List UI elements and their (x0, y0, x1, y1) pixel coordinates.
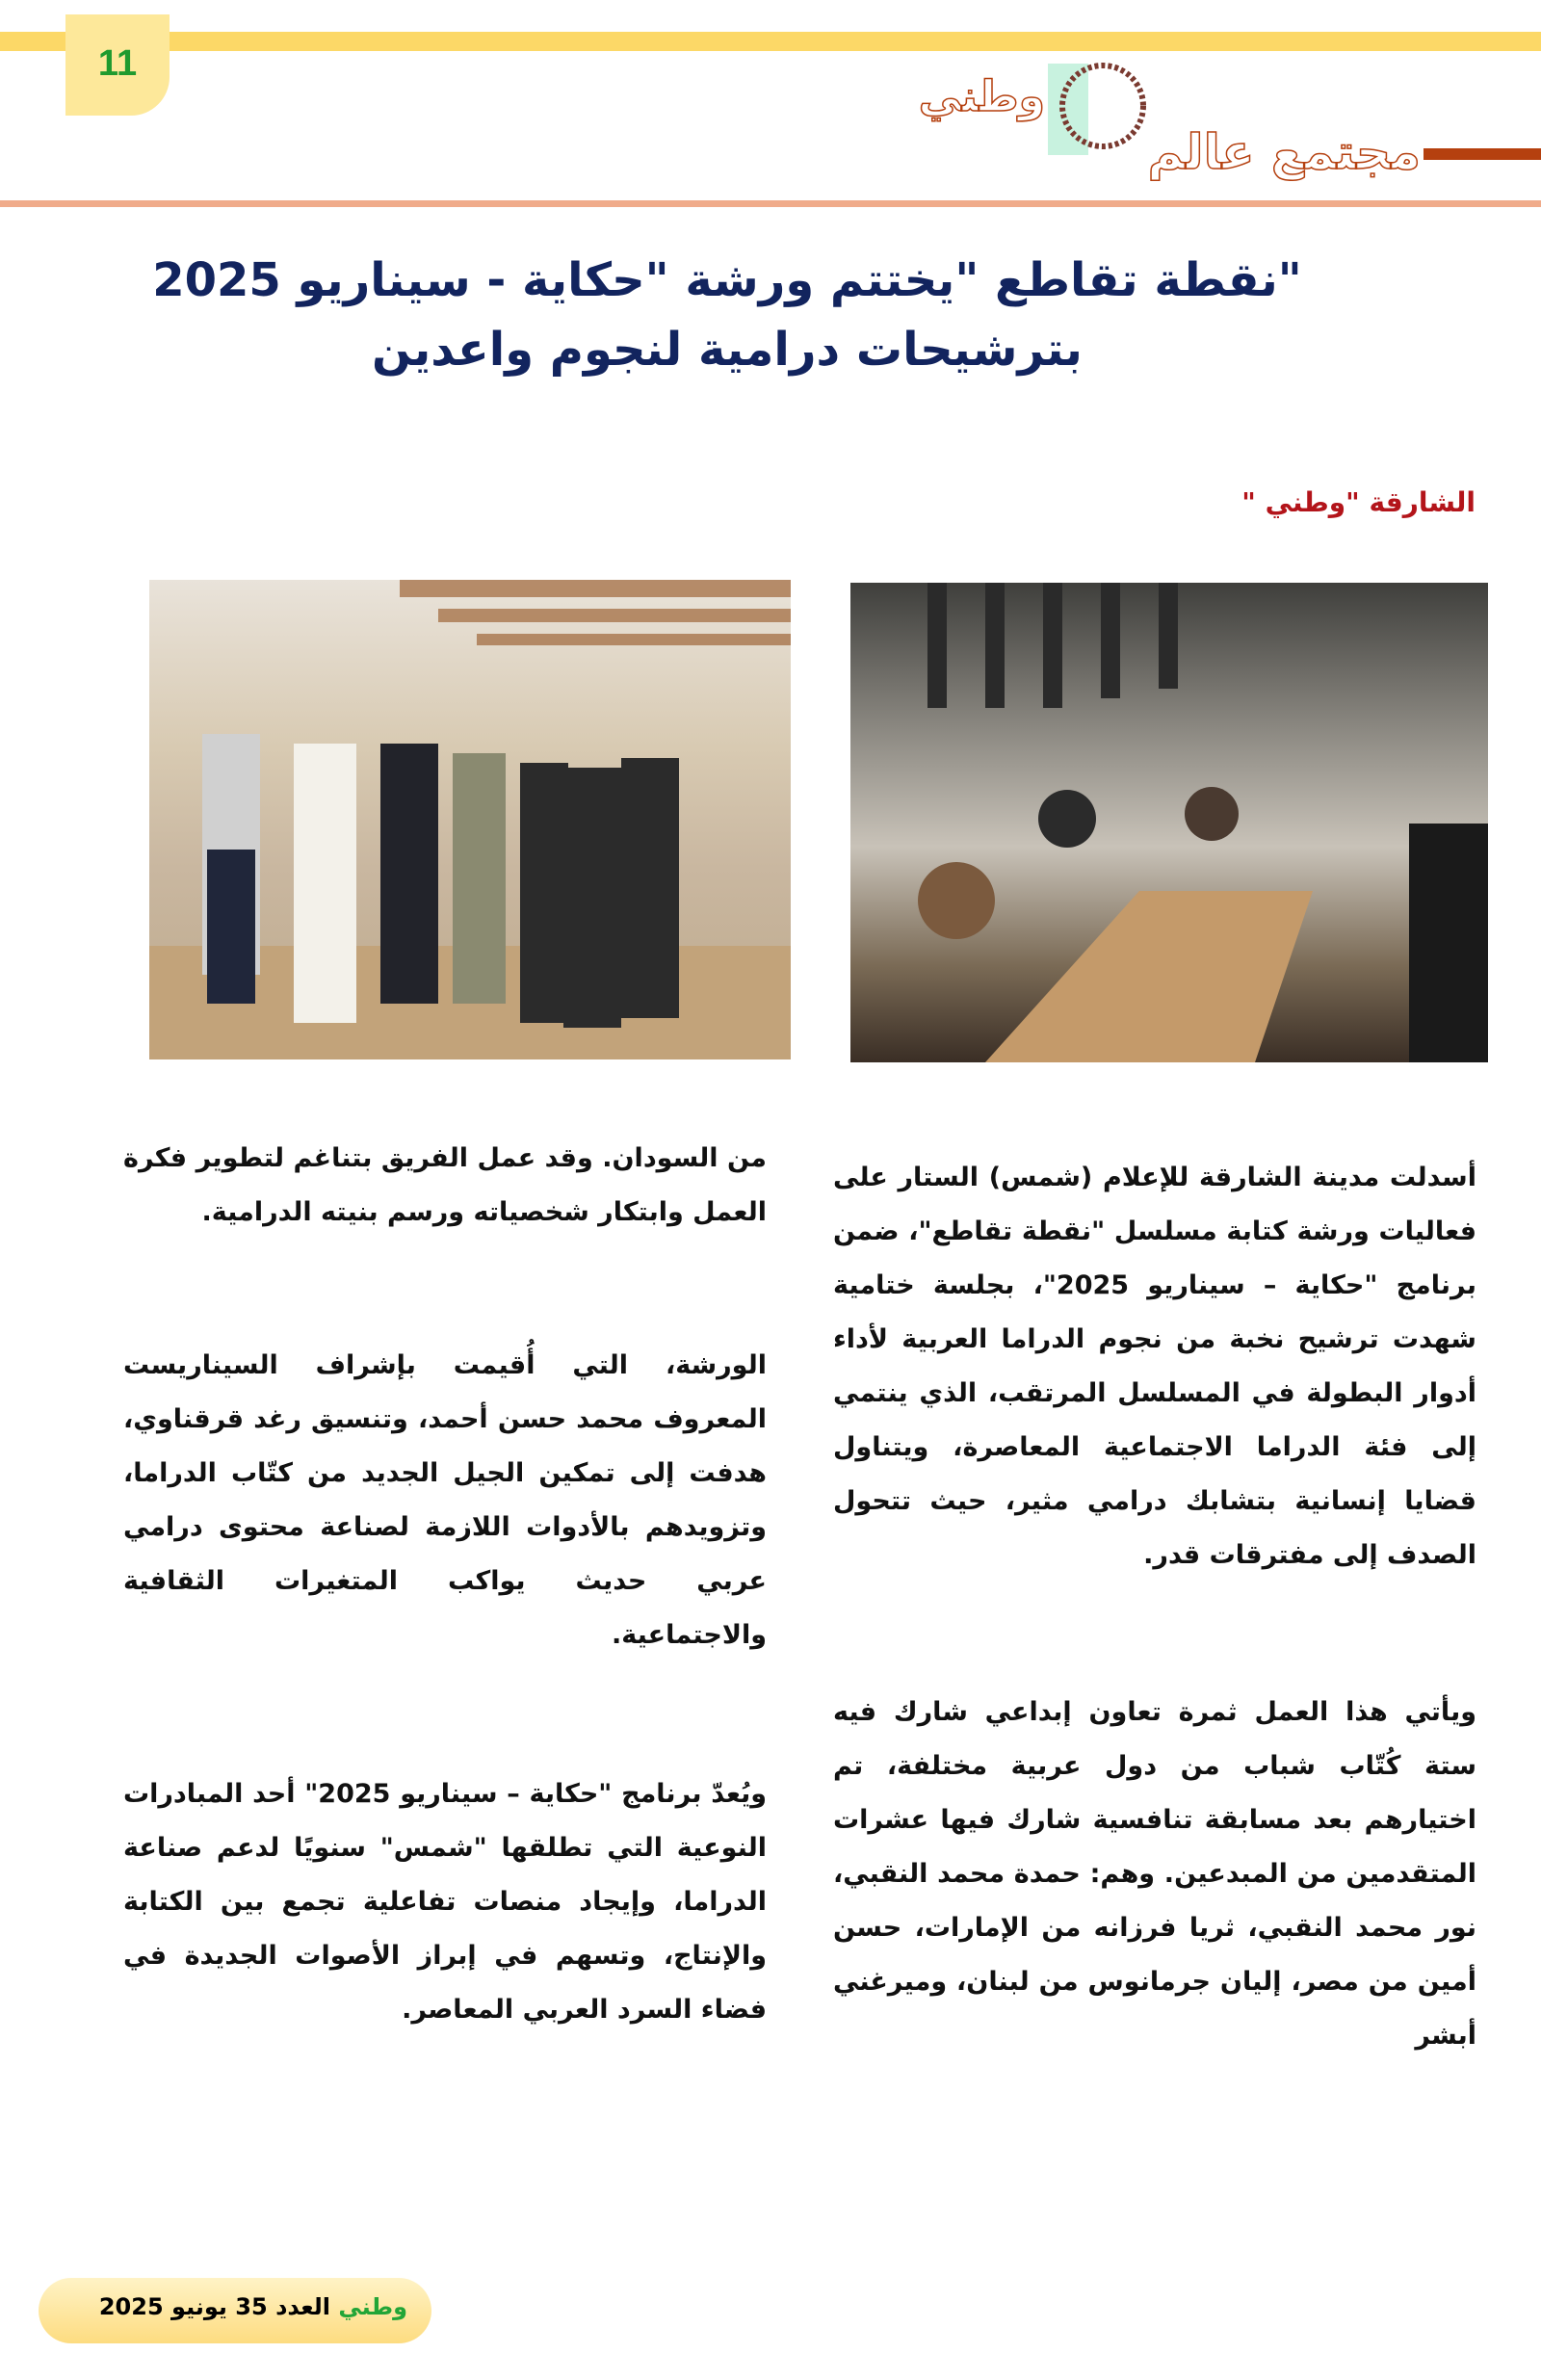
globe-logo-icon (918, 58, 1435, 180)
right-column (833, 1151, 1476, 1582)
right-column-continued (833, 1686, 1476, 2063)
title-line-2: بترشيحات درامية لنجوم واعدين (372, 323, 1083, 377)
meeting-photo-illustration (850, 583, 1488, 1062)
paragraph: الورشة، التي أُقيمت بإشراف السيناريست المعروف محمد حسن أحمد، وتنسيق رغد قرقناوي، هدفت إلى تمكين الجيل الجديد من كتّاب الدراما، وتزويدهم بالأدوات اللازمة لصناعة محتوى درامي عربي حديث يواكب المتغيرات الثقافية والاجتماعية. (123, 1350, 767, 1650)
left-column (123, 1132, 767, 1240)
left-column-paragraph-2 (123, 1339, 767, 1662)
issue-month: يونيو (171, 2293, 227, 2320)
paragraph: من السودان. وقد عمل الفريق بتناغم لتطوير فكرة العمل وابتكار شخصياته ورسم بنيته الدرامية. (123, 1143, 767, 1227)
issue-footer (39, 2278, 431, 2343)
logo-watani: وطني (918, 72, 1045, 121)
title-line-1: "نقطة تقاطع "يختتم ورشة "حكاية - سيناريو 2025 (152, 253, 1302, 307)
workshop-meeting-photo (850, 583, 1488, 1062)
paragraph: ويُعدّ برنامج "حكاية – سيناريو 2025" أحد المبادرات النوعية التي تطلقها "شمس" سنويًا لدعم صناعة الدراما، وإيجاد منصات تفاعلية تجمع بين الكتابة والإنتاج، وتسهم في إبراز الأصوات الجديدة في فضاء السرد العربي المعاصر. (123, 1779, 767, 2025)
page-number: 11 (97, 43, 138, 84)
group-photo-illustration (149, 580, 791, 1059)
issue-number: 35 (235, 2293, 268, 2320)
top-accent-bar (0, 32, 1541, 51)
issue-info (99, 2293, 407, 2320)
left-column-paragraph-3 (123, 1767, 767, 2037)
paragraph: ويأتي هذا العمل ثمرة تعاون إبداعي شارك فيه ستة كُتّاب شباب من دول عربية مختلفة، تم اختيارهم بعد مسابقة تنافسية شارك فيها عشرات المتقدمين من المبدعين. وهم: حمدة محمد النقبي، نور محمد النقبي، ثريا فرزانه من الإمارات، حسن أمين من مصر، إليان جرمانوس من لبنان، وميرغني أبشر (833, 1697, 1476, 2051)
logo-tagline: مجتمع عالم (1147, 124, 1421, 180)
group-photo (149, 580, 791, 1059)
article-title (87, 246, 1368, 384)
header-divider (0, 200, 1541, 207)
paragraph: أسدلت مدينة الشارقة للإعلام (شمس) الستار على فعاليات ورشة كتابة مسلسل "نقطة تقاطع"، ضمن برنامج "حكاية – سيناريو 2025"، بجلسة ختامية شهدت ترشيح نخبة من نجوم الدراما العربية لأداء أدوار البطولة في المسلسل المرتقب، الذي ينتمي إلى فئة الدراما الاجتماعية المعاصرة، ويتناول قضايا إنسانية بتشابك درامي مثير، حيث تتحول الصدف إلى مفترقات قدر. (833, 1163, 1476, 1570)
footer-brand: وطني (338, 2293, 407, 2320)
magazine-logo (918, 58, 1435, 180)
dateline: الشارقة "وطني " (1241, 486, 1476, 518)
header-accent-line (1423, 148, 1541, 160)
issue-label: العدد (275, 2293, 331, 2320)
issue-year: 2025 (98, 2293, 164, 2320)
page-number-tab (65, 14, 170, 116)
